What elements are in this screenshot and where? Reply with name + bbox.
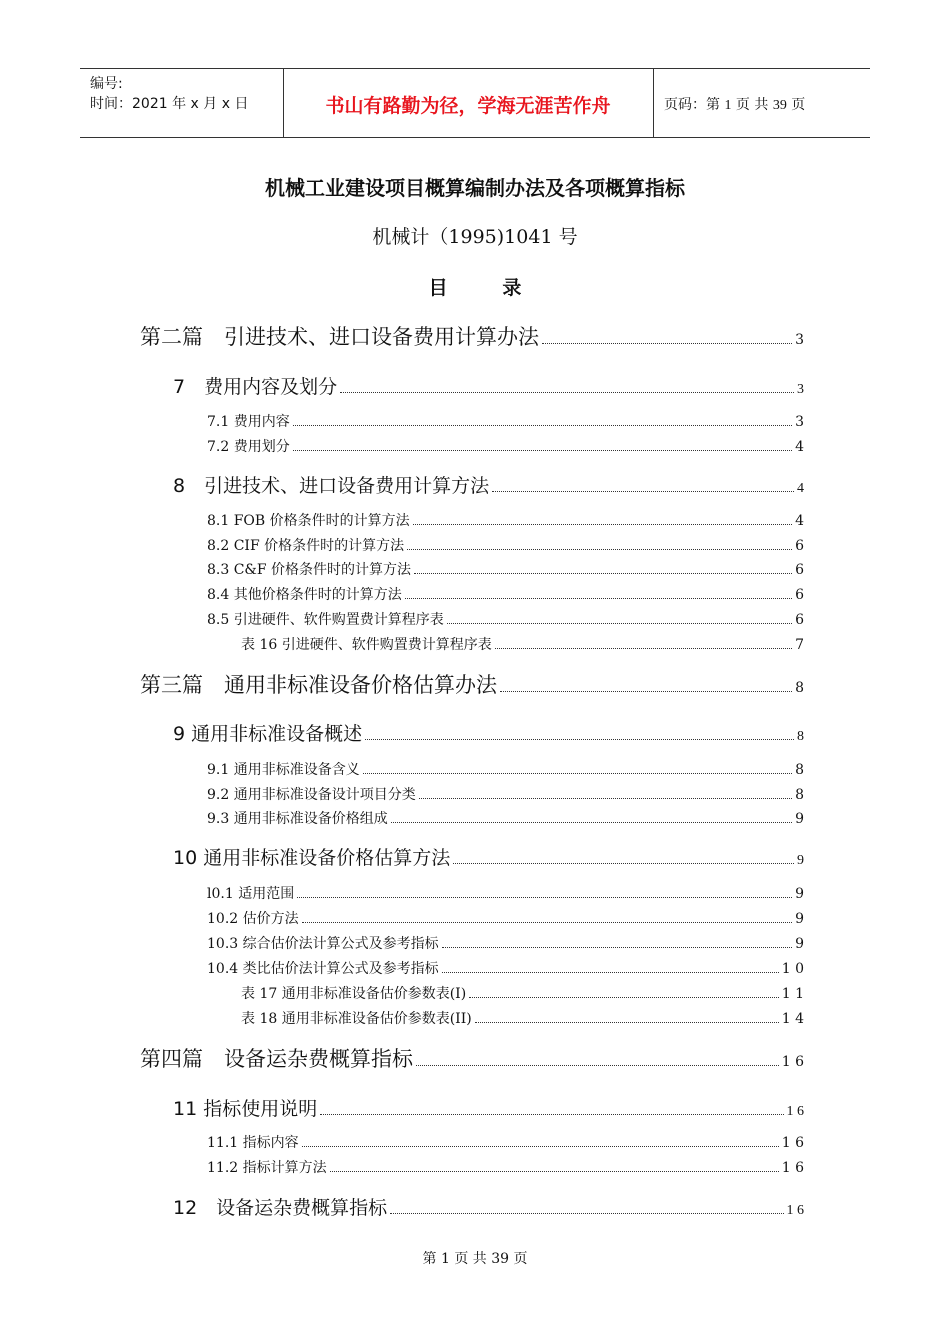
toc-entry-chapter[interactable]: 8 引进技术、进口设备费用计算方法 4 <box>173 475 804 497</box>
document-title: 机械工业建设项目概算编制办法及各项概算指标 <box>265 176 685 200</box>
dot-leader <box>302 1145 779 1147</box>
dot-leader <box>500 690 792 692</box>
toc-entry-section[interactable]: 8.2 CIF 价格条件时的计算方法 6 <box>207 538 804 554</box>
dot-leader <box>442 971 779 973</box>
toc-entry-section[interactable]: 8.4 其他价格条件时的计算方法 6 <box>207 587 804 603</box>
dot-leader <box>453 862 794 864</box>
dot-leader <box>391 821 792 823</box>
dot-leader <box>495 647 792 649</box>
time-label: 时间：2021 年 x 月 x 日 <box>90 96 249 112</box>
toc-entry-section[interactable]: 7.2 费用划分 4 <box>207 439 804 455</box>
dot-leader <box>293 449 792 451</box>
dot-leader <box>363 772 792 774</box>
toc-entry-section[interactable]: 11.1 指标内容 1 6 <box>207 1135 804 1151</box>
toc-entry-section[interactable]: 9.1 通用非标准设备含义 8 <box>207 762 804 778</box>
header-motto-cell <box>283 69 654 137</box>
toc-entry-section[interactable]: 9.2 通用非标准设备设计项目分类 8 <box>207 787 804 803</box>
dot-leader <box>542 342 792 344</box>
dot-leader <box>416 1064 779 1066</box>
page-total: 39 <box>772 98 787 113</box>
toc-entry-part[interactable]: 第三篇 通用非标准设备价格估算办法 8 <box>140 673 804 697</box>
dot-leader <box>447 622 792 624</box>
dot-leader <box>492 490 794 492</box>
dot-leader <box>297 896 792 898</box>
toc-entry-section[interactable]: 8.1 FOB 价格条件时的计算方法 4 <box>207 513 804 529</box>
toc-entry-section[interactable]: 8.3 C&F 价格条件时的计算方法 6 <box>207 562 804 578</box>
toc-entry-section[interactable]: 9.3 通用非标准设备价格组成 9 <box>207 811 804 827</box>
toc-heading-char-1: 目 <box>428 277 448 299</box>
page-current: 1 <box>724 98 732 113</box>
toc-entry-chapter[interactable]: 11 指标使用说明 1 6 <box>173 1098 804 1120</box>
dot-leader <box>419 797 792 799</box>
toc-heading <box>0 273 950 300</box>
serial-label: 编号: <box>90 76 123 92</box>
dot-leader <box>330 1170 779 1172</box>
toc-entry-part[interactable]: 第二篇 引进技术、进口设备费用计算办法 3 <box>140 325 804 349</box>
motto: 书山有路勤为径，学海无涯苦作舟 <box>325 95 611 117</box>
page-indicator <box>664 94 805 114</box>
dot-leader <box>293 424 792 426</box>
toc-entry-section[interactable]: 11.2 指标计算方法 1 6 <box>207 1160 804 1176</box>
dot-leader <box>475 1021 779 1023</box>
toc-entry-section[interactable]: 8.5 引进硬件、软件购置费计算程序表 6 <box>207 612 804 628</box>
toc-entry-section[interactable]: l0.1 适用范围 9 <box>207 886 804 902</box>
header-page-cell <box>654 69 870 137</box>
page-suffix: 页 <box>791 97 806 113</box>
toc-entry-section[interactable]: 7.1 费用内容 3 <box>207 414 804 430</box>
toc-entry-table[interactable]: 表 18 通用非标准设备估价参数表(II) 1 4 <box>241 1011 804 1027</box>
toc-entry-chapter[interactable]: 7 费用内容及划分 3 <box>173 376 804 398</box>
header-table <box>80 68 870 138</box>
header-meta-cell <box>80 69 284 137</box>
dot-leader <box>340 391 794 393</box>
dot-leader <box>442 946 792 948</box>
toc-heading-char-2: 录 <box>502 277 522 299</box>
dot-leader <box>469 996 779 998</box>
page-footer: 第 1 页 共 39 页 <box>422 1251 528 1267</box>
toc-entry-section[interactable]: 10.3 综合估价法计算公式及参考指标 9 <box>207 936 804 952</box>
page-mid: 页 共 <box>735 97 769 113</box>
page-prefix: 页码：第 <box>664 97 720 113</box>
dot-leader <box>320 1113 783 1115</box>
dot-leader <box>413 523 792 525</box>
dot-leader <box>405 597 792 599</box>
toc-entry-table[interactable]: 表 17 通用非标准设备估价参数表(I) 1 1 <box>241 986 804 1002</box>
toc-entry-part[interactable]: 第四篇 设备运杂费概算指标 1 6 <box>140 1047 804 1071</box>
dot-leader <box>365 738 794 740</box>
toc-entry-section[interactable]: 10.2 估价方法 9 <box>207 911 804 927</box>
toc-entry-section[interactable]: 10.4 类比估价法计算公式及参考指标 1 0 <box>207 961 804 977</box>
toc-entry-chapter[interactable]: 12 设备运杂费概算指标 1 6 <box>173 1197 804 1219</box>
toc-entry-chapter[interactable]: 10 通用非标准设备价格估算方法 9 <box>173 847 804 869</box>
document-number: 机械计（1995)1041 号 <box>372 226 578 248</box>
dot-leader <box>414 572 792 574</box>
dot-leader <box>390 1212 783 1214</box>
toc-entry-chapter[interactable]: 9 通用非标准设备概述 8 <box>173 723 804 745</box>
dot-leader <box>302 921 792 923</box>
toc-entry-table[interactable]: 表 16 引进硬件、软件购置费计算程序表 7 <box>241 637 804 653</box>
dot-leader <box>407 548 792 550</box>
